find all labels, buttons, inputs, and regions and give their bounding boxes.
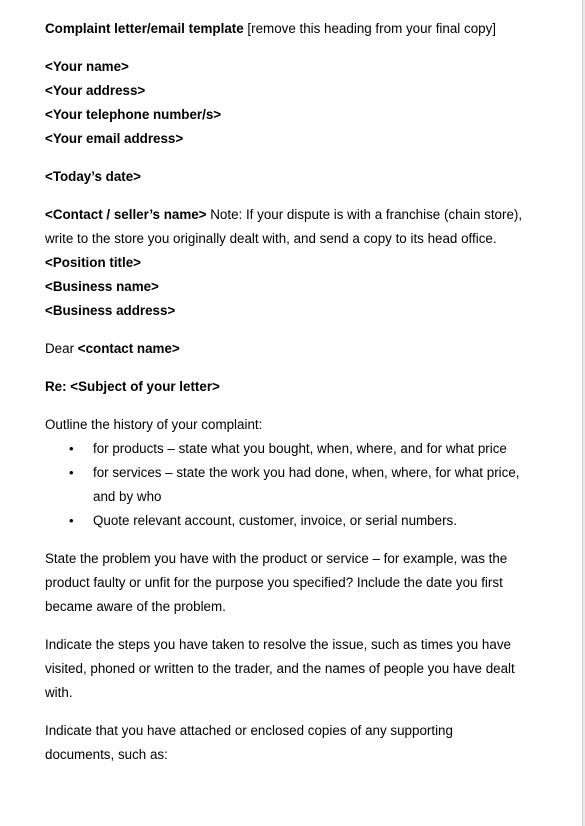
paragraph-line: State the problem you have with the product or service – for example, was the — [45, 551, 508, 566]
history-bullet-list — [45, 437, 565, 533]
sender-telephone: <Your telephone number/s> — [45, 107, 222, 122]
salutation-dear: Dear — [45, 341, 78, 356]
paragraph-line: with. — [45, 685, 73, 700]
date-placeholder: <Today’s date> — [45, 169, 142, 184]
steps-paragraph — [45, 633, 565, 705]
recipient-block — [45, 203, 565, 323]
paragraph-line: visited, phoned or written to the trader, and the names of people you have dealt — [45, 661, 515, 676]
business-address: <Business address> — [45, 303, 176, 318]
paragraph-line: product faulty or unfit for the purpose you specified? Include the date you first — [45, 575, 503, 590]
contact-placeholder: <Contact / seller’s name> — [45, 207, 207, 222]
template-heading — [45, 17, 565, 41]
heading-title: Complaint letter/email template — [45, 21, 244, 36]
heading-note: [remove this heading from your final copy] — [243, 21, 496, 36]
bullet-text-continued: and by who — [93, 489, 162, 504]
list-item — [45, 509, 565, 533]
sender-address: <Your address> — [45, 83, 146, 98]
recipient-contact-line — [45, 203, 565, 227]
attachments-paragraph — [45, 719, 565, 767]
position-title: <Position title> — [45, 255, 141, 270]
paragraph-line: Indicate that you have attached or enclosed copies of any supporting — [45, 723, 453, 738]
bullet-text: for products – state what you bought, when, where, and for what price — [93, 441, 507, 456]
business-name: <Business name> — [45, 279, 159, 294]
paragraph-line: became aware of the problem. — [45, 599, 226, 614]
list-item — [45, 437, 565, 461]
subject-line — [45, 375, 565, 399]
sender-name: <Your name> — [45, 59, 129, 74]
bullet-icon: • — [69, 465, 74, 480]
sender-block — [45, 55, 565, 151]
date-line — [45, 165, 565, 189]
bullet-icon: • — [69, 513, 74, 528]
bullet-icon: • — [69, 441, 74, 456]
franchise-note-continued: write to the store you originally dealt with, and send a copy to its head office. — [45, 231, 497, 246]
paragraph-line: documents, such as: — [45, 747, 168, 762]
bullet-text: Quote relevant account, customer, invoice, or serial numbers. — [93, 513, 457, 528]
bullet-text: for services – state the work you had done, when, where, for what price, — [93, 465, 520, 480]
salutation-name: <contact name> — [77, 341, 180, 356]
franchise-note: Note: If your dispute is with a franchise (chain store), — [206, 207, 523, 222]
letter-body — [45, 17, 565, 767]
list-item — [45, 461, 565, 509]
history-intro: Outline the history of your complaint: — [45, 417, 263, 432]
problem-paragraph — [45, 547, 565, 619]
subject-text: Re: <Subject of your letter> — [45, 379, 220, 394]
paragraph-line: Indicate the steps you have taken to resolve the issue, such as times you have — [45, 637, 511, 652]
salutation — [45, 337, 565, 361]
sender-email: <Your email address> — [45, 131, 184, 146]
